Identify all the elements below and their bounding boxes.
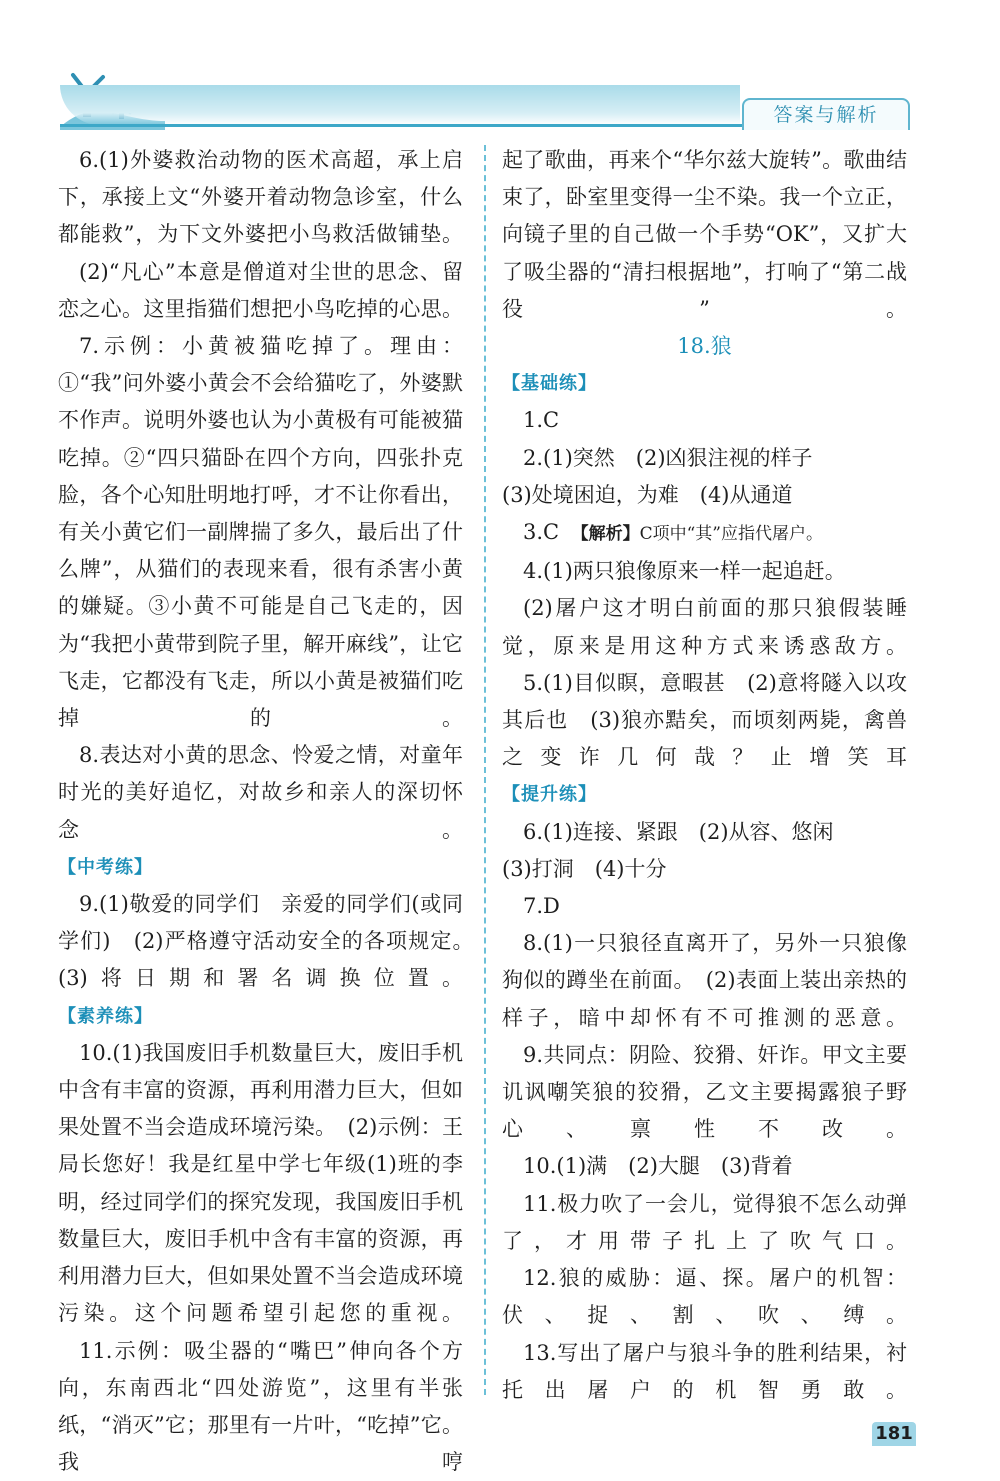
answer-8: 8.表达对小黄的思念、怜爱之情，对童年时光的美好追忆，对故乡和亲人的深切怀念。 (58, 737, 463, 849)
answer-r1: 1.C (502, 402, 907, 439)
answer-9: 9.(1)敬爱的同学们 亲爱的同学们(或同学们) (2)严格遵守活动安全的各项规定。 (3)将日期和署名调换位置。 (58, 886, 463, 998)
left-column (58, 142, 463, 1481)
section-jichu: 【基础练】 (502, 365, 907, 402)
answer-r2-line2: (3)处境困迫，为难 (4)从通道 (502, 477, 907, 514)
lesson-title: 18.狼 (502, 328, 907, 365)
answer-r8: 8.(1)一只狼径直离开了，另外一只狼像狗似的蹲坐在前面。 (2)表面上装出亲热的样子，暗中却怀有不可推测的恶意。 (502, 925, 907, 1037)
answer-r13: 13.写出了屠户与狼斗争的胜利结果，衬托出屠户的机智勇敢。 (502, 1335, 907, 1409)
answer-6-1: 6.(1)外婆救治动物的医术高超，承上启下，承接上文“外婆开着动物急诊室，什么都能救”，为下文外婆把小鸟救活做铺垫。 (58, 142, 463, 254)
section-zhongkao: 【中考练】 (58, 849, 463, 886)
analysis-note: C项中“其”应指代屠户。 (640, 524, 823, 544)
answer-6-2: (2)“凡心”本意是僧道对尘世的思念、留恋之心。这里指猫们想把小鸟吃掉的心思。 (58, 254, 463, 328)
answer-r11: 11.极力吹了一会儿，觉得狼不怎么动弹了，才用带子扎上了吹气口。 (502, 1186, 907, 1260)
header-tab: 答案与解析 (742, 98, 910, 130)
answer-r2-line1: 2.(1)突然 (2)凶狠注视的样子 (502, 440, 907, 477)
answer-11-continued: 起了歌曲，再来个“华尔兹大旋转”。歌曲结束了，卧室里变得一尘不染。我一个立正，向镜子里的自己做一个手势“OK”，又扩大了吸尘器的“清扫根据地”，打响了“第二战役”。 (502, 142, 907, 328)
answer-r4-2: (2)屠户这才明白前面的那只狼假装睡觉，原来是用这种方式来诱惑敌方。 (502, 590, 907, 664)
answer-r3 (502, 514, 907, 553)
answer-7: 7.示例：小黄被猫吃掉了。理由：①“我”问外婆小黄会不会给猫吃了，外婆默不作声。说明外婆也认为小黄极有可能被猫吃掉。②“四只猫卧在四个方向，四张扑克脸，各个心知肚明地打呼，才不让你看出，有关小黄它们一副牌揣了多久，最后出了什么牌”，从猫们的表现来看，很有杀害小黄的嫌疑。③小黄不可能是自己飞走的，因为“我把小黄带到院子里，解开麻线”，让它飞走，它都没有飞走，所以小黄是被猫们吃掉的。 (58, 328, 463, 737)
column-divider (484, 145, 486, 1395)
answer-r5: 5.(1)目似瞑，意暇甚 (2)意将隧入以攻其后也 (3)狼亦黠矣，而顷刻两毙，禽兽之变诈几何哉？止增笑耳 (502, 665, 907, 777)
answer-r9: 9.共同点：阴险、狡猾、奸诈。甲文主要讥讽嘲笑狼的狡猾，乙文主要揭露狼子野心、禀性不改。 (502, 1037, 907, 1149)
answer-10: 10.(1)我国废旧手机数量巨大，废旧手机中含有丰富的资源，再利用潜力巨大，但如果处置不当会造成环境污染。 (2)示例：王局长您好！我是红星中学七年级(1)班的李明，经过同学们的探究发现，我国废旧手机数量巨大，废旧手机中含有丰富的资源，再利用潜力巨大，但如果处置不当会造成环境污染。这个问题希望引起您的重视。 (58, 1035, 463, 1333)
right-column (502, 142, 907, 1409)
header-band (60, 85, 740, 125)
answer-r7: 7.D (502, 888, 907, 925)
answer-r3-main: 3.C (523, 520, 580, 544)
section-tisheng: 【提升练】 (502, 776, 907, 813)
answer-11: 11.示例：吸尘器的“嘴巴”伸向各个方向，东南西北“四处游览”，这里有半张纸，“消灭”它；那里有一片叶，“吃掉”它。我哼 (58, 1333, 463, 1481)
answer-r4-1: 4.(1)两只狼像原来一样一起追赶。 (502, 553, 907, 590)
answer-r6-line1: 6.(1)连接、紧跟 (2)从容、悠闲 (502, 814, 907, 851)
section-suyang: 【素养练】 (58, 998, 463, 1035)
page-header (0, 0, 1000, 140)
page-number: 181 (872, 1422, 916, 1446)
answer-r10: 10.(1)满 (2)大腿 (3)背着 (502, 1148, 907, 1185)
answer-r6-line2: (3)打洞 (4)十分 (502, 851, 907, 888)
answer-r12: 12.狼的威胁：逼、探。屠户的机智：伏、捉、割、吹、缚。 (502, 1260, 907, 1334)
analysis-tag: 【解析】 (580, 524, 640, 544)
